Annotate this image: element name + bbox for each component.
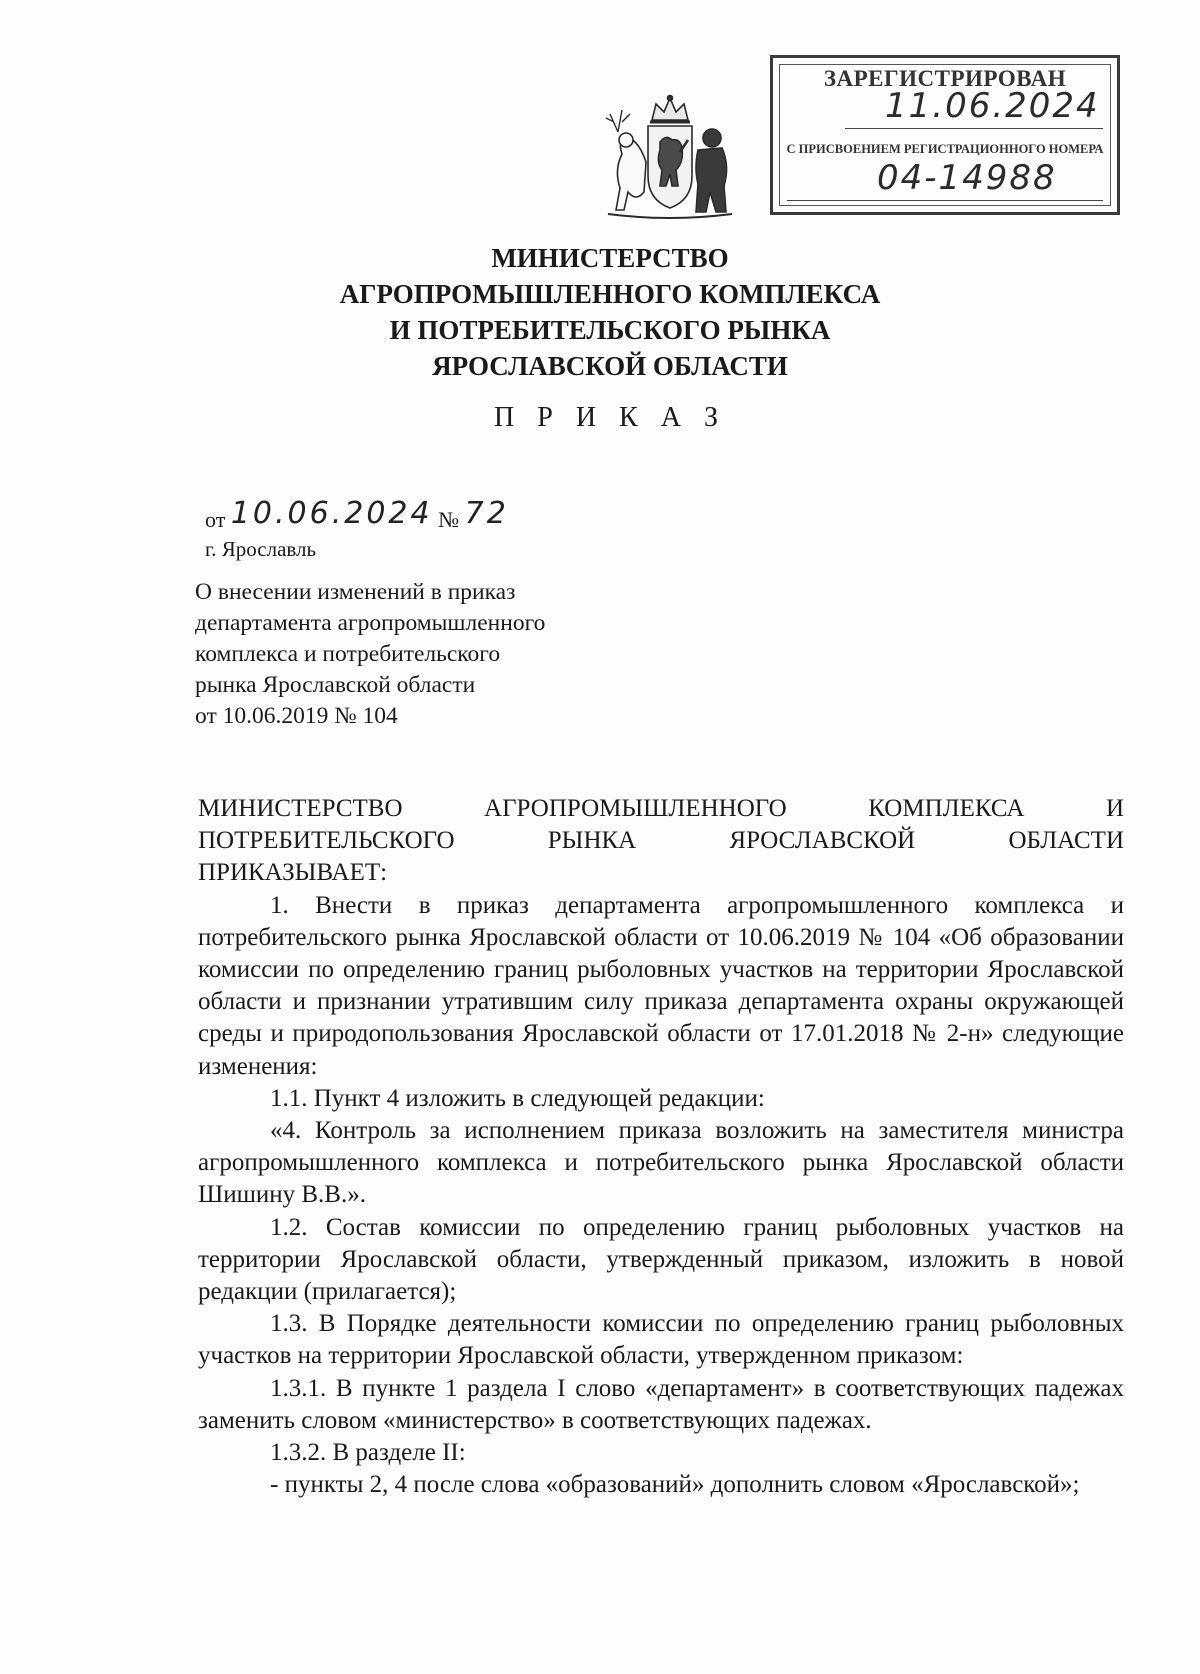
paragraph-1-2: 1.2. Состав комиссии по определению границ рыболовных участков на территории Ярославской области, утвержденный приказом, изложить в новой редакции (прилагается);	[198, 1213, 1124, 1306]
stamp-registration-number: 04-14988	[877, 158, 1057, 198]
preamble-line: ПРИКАЗЫВАЕТ:	[198, 859, 388, 887]
subject-line: комплекса и потребительского	[195, 641, 501, 667]
ministry-line: МИНИСТЕРСТВО	[491, 243, 729, 273]
preamble-line: МИНИСТЕРСТВО АГРОПРОМЫШЛЕННОГО КОМПЛЕКСА И	[198, 795, 1124, 822]
document-type-title: П Р И К А З	[494, 402, 726, 433]
subject-line: О внесении изменений в приказ	[195, 579, 516, 605]
ministry-line: АГРОПРОМЫШЛЕННОГО КОМПЛЕКСА	[339, 279, 881, 309]
paragraph-1-3-1: 1.3.1. В пункте 1 раздела I слово «департамент» в соответствующих падежах заменить словом «министерство» в соответствующих падежах.	[198, 1374, 1124, 1434]
order-date: 10.06.2024	[230, 496, 433, 531]
order-number: 72	[464, 496, 509, 531]
preamble-line: ПОТРЕБИТЕЛЬСКОГО РЫНКА ЯРОСЛАВСКОЙ ОБЛАСТИ	[198, 827, 1124, 855]
subject-line: от 10.06.2019 № 104	[195, 703, 398, 729]
paragraph-1: 1. Внести в приказ департамента агропромышленного комплекса и потребительского рынка Ярославской области от 10.06.2019 № 104 «Об образовании комиссии по определению границ рыболовных участков на территории Ярославской области и признании утратившим силу приказа департамента охраны окружающей среды и природопользования Ярославской области от 17.01.2018 № 2-н» следующие изменения:	[198, 891, 1124, 1080]
stamp-date: 11.06.2024	[885, 86, 1100, 126]
subject-line: рынка Ярославской области	[195, 672, 476, 698]
stamp-divider	[787, 200, 1103, 201]
paragraph-1-3-2: 1.3.2. В разделе II:	[270, 1439, 466, 1467]
stamp-subtitle: С ПРИСВОЕНИЕМ РЕГИСТРАЦИОННОГО НОМЕРА	[786, 142, 1104, 156]
order-body	[198, 793, 1124, 1501]
paragraph-1-1-quote: «4. Контроль за исполнением приказа возложить на заместителя министра агропромышленного комплекса и потребительского рынка Ярославской области Шишину В.В.».	[198, 1117, 1124, 1209]
paragraph-1-1: 1.1. Пункт 4 изложить в следующей редакции:	[270, 1084, 765, 1112]
coat-of-arms-icon	[600, 92, 740, 227]
paragraph-1-3-2-a: - пункты 2, 4 после слова «образований» дополнить словом «Ярославской»;	[270, 1471, 1080, 1499]
paragraph-1-3: 1.3. В Порядке деятельности комиссии по определению границ рыболовных участков на территории Ярославской области, утвержденном приказом:	[198, 1310, 1124, 1370]
subject-line: департамента агропромышленного	[195, 610, 546, 636]
stamp-title: ЗАРЕГИСТРИРОВАН	[823, 66, 1067, 91]
ministry-line: И ПОТРЕБИТЕЛЬСКОГО РЫНКА	[389, 315, 831, 345]
ministry-line: ЯРОСЛАВСКОЙ ОБЛАСТИ	[432, 351, 788, 381]
registration-stamp	[770, 55, 1120, 215]
order-date-number-line	[205, 496, 509, 535]
ministry-header	[20, 240, 1200, 384]
order-date-prefix: от	[205, 507, 226, 532]
stamp-divider	[845, 128, 1103, 129]
order-number-sign: №	[438, 507, 460, 532]
order-subject	[195, 577, 655, 732]
order-city: г. Ярославль	[205, 537, 317, 561]
